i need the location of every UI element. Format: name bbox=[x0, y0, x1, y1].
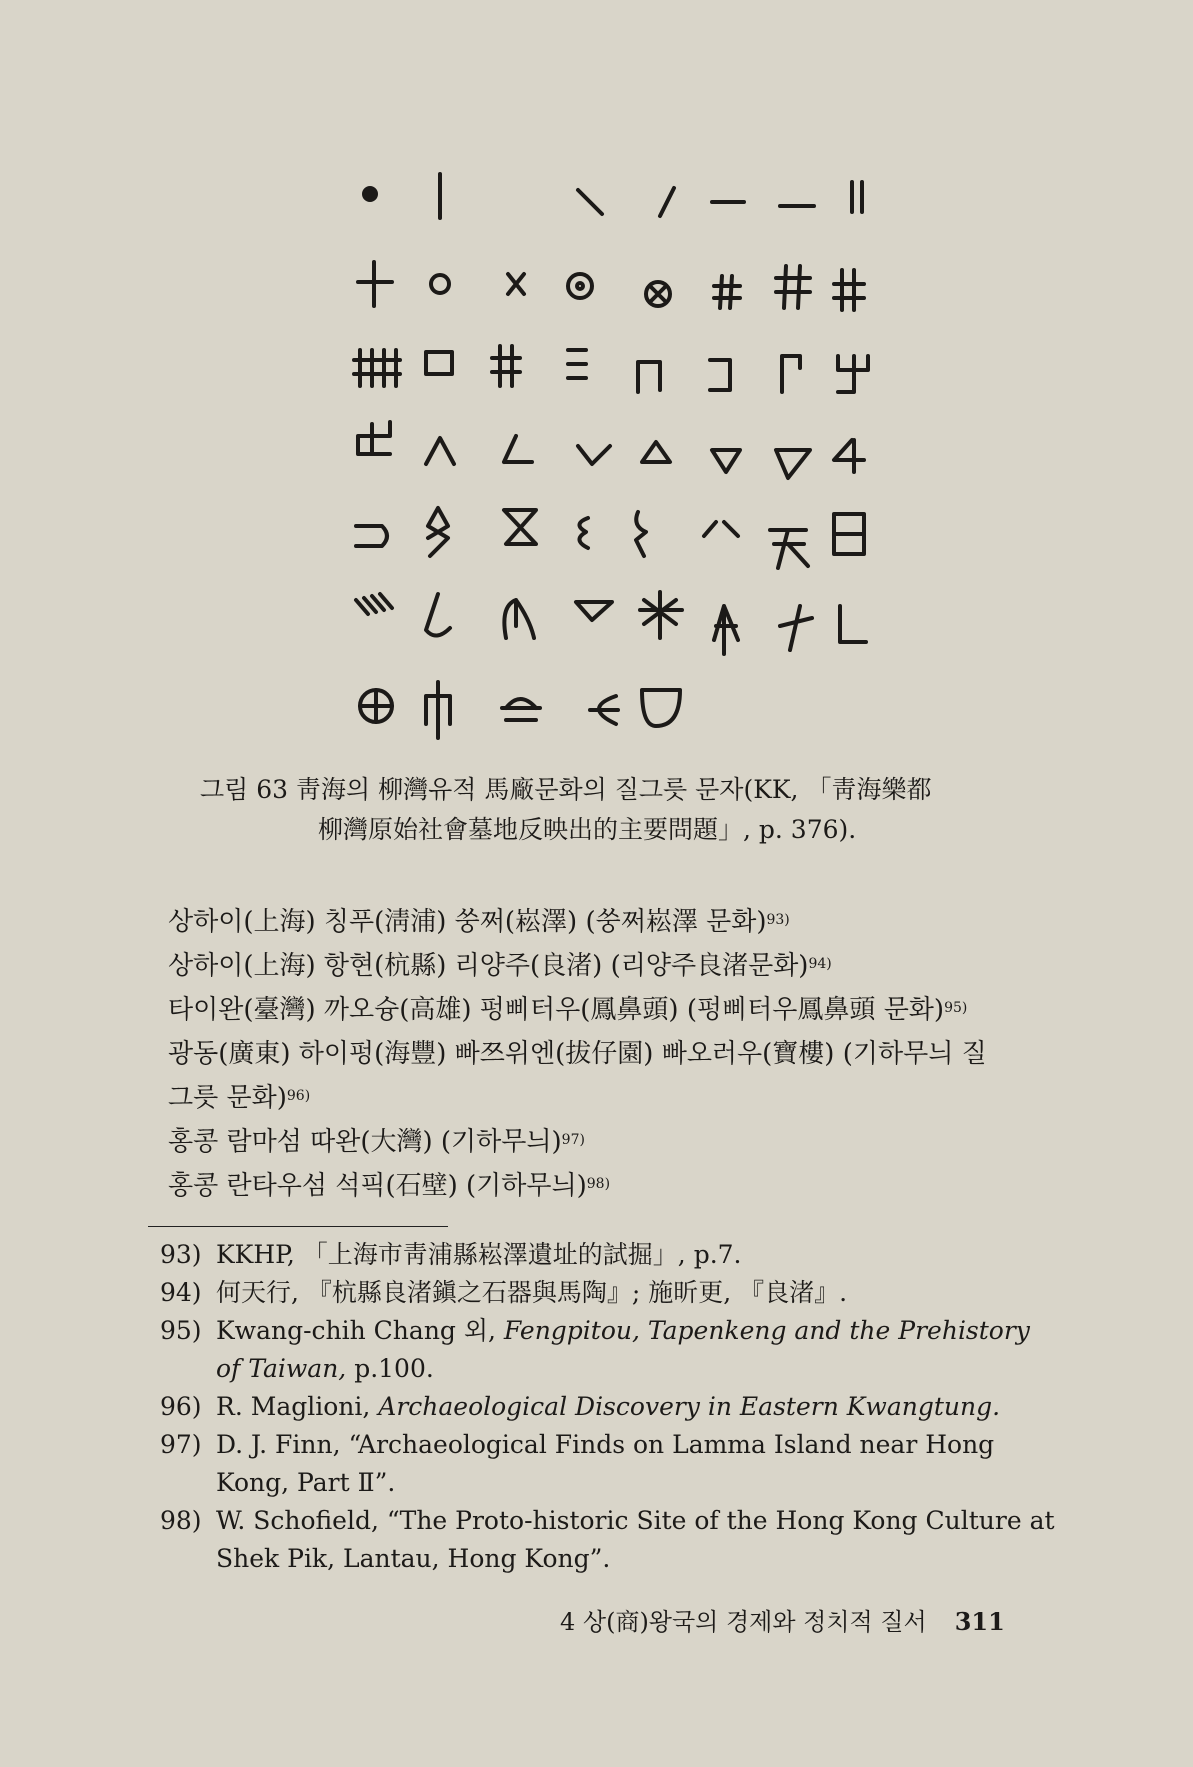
footnote-divider bbox=[148, 1226, 448, 1227]
site-text: 상하이(上海) 항현(杭縣) 리양주(良渚) (리양주良渚문화) bbox=[168, 951, 809, 981]
site-line bbox=[168, 944, 1068, 988]
site-line bbox=[168, 1120, 1068, 1164]
site-line bbox=[168, 988, 1068, 1032]
footnote-number: 97) bbox=[160, 1430, 202, 1459]
footnote-ref[interactable]: 93) bbox=[766, 912, 790, 928]
footnote-number: 95) bbox=[160, 1316, 202, 1345]
site-line bbox=[168, 1076, 1068, 1120]
site-text: 상하이(上海) 칭푸(淸浦) 쑹쩌(崧澤) (쑹쩌崧澤 문화) bbox=[168, 907, 767, 937]
footnote-text: 何天行, 『杭縣良渚鎭之石器與馬陶』; 施昕更, 『良渚』. bbox=[216, 1278, 848, 1307]
footnote-text: Kwang-chih Chang 외, Fengpitou, Tapenkeng and the Prehistory of Taiwan, p.100. bbox=[216, 1316, 1030, 1383]
footnote-ref[interactable]: 94) bbox=[808, 956, 832, 972]
footnote-item bbox=[160, 1502, 1060, 1578]
site-text: 홍콩 란타우섬 석픽(石壁) (기하무늬) bbox=[168, 1171, 587, 1201]
site-text: 그릇 문화) bbox=[168, 1083, 287, 1113]
caption-line-2: 柳灣原始社會墓地反映出的主要問題」, p. 376). bbox=[318, 815, 857, 844]
footnote-ref[interactable]: 98) bbox=[586, 1176, 611, 1192]
footnote-ref[interactable]: 96) bbox=[286, 1088, 311, 1104]
footnote-item bbox=[160, 1426, 1060, 1502]
footnote-item bbox=[160, 1388, 1060, 1426]
site-text: 광동(廣東) 하이펑(海豐) 빠쯔위엔(拔仔園) 빠오러우(寶樓) (기하무늬 질 bbox=[168, 1039, 987, 1069]
footnote-ref[interactable]: 95) bbox=[944, 1000, 968, 1016]
site-text: 홍콩 람마섬 따완(大灣) (기하무늬) bbox=[168, 1127, 562, 1157]
footnotes bbox=[160, 1236, 1060, 1578]
pottery-signs-drawing bbox=[320, 160, 880, 760]
running-footer bbox=[560, 1602, 1040, 1637]
site-line bbox=[168, 1032, 1068, 1076]
footnote-text: W. Schofield, “The Proto-historic Site of the Hong Kong Culture at Shek Pik, Lantau, Hong Kong”. bbox=[216, 1506, 1055, 1573]
footnote-text: KKHP, 「上海市靑浦縣崧澤遺址的試掘」, p.7. bbox=[216, 1240, 742, 1269]
page-number: 311 bbox=[954, 1607, 1005, 1636]
footnote-item bbox=[160, 1312, 1060, 1388]
site-list bbox=[168, 900, 1068, 1208]
footnote-ref[interactable]: 97) bbox=[561, 1132, 585, 1148]
footnote-number: 93) bbox=[160, 1240, 202, 1269]
footnote-item bbox=[160, 1274, 1060, 1312]
caption-line-1: 그림 63 靑海의 柳灣유적 馬廠문화의 질그릇 문자(KK, 「靑海樂都 bbox=[200, 775, 932, 804]
footnote-number: 96) bbox=[160, 1392, 202, 1421]
figure-caption bbox=[200, 770, 1020, 850]
footnote-number: 94) bbox=[160, 1278, 202, 1307]
footnote-text: D. J. Finn, “Archaeological Finds on Lamma Island near Hong Kong, Part Ⅱ”. bbox=[216, 1430, 995, 1497]
footnote-text: R. Maglioni, Archaeological Discovery in Eastern Kwangtung. bbox=[216, 1392, 1001, 1421]
chapter-title: 4 상(商)왕국의 경제와 정치적 질서 bbox=[560, 1608, 927, 1636]
footnote-number: 98) bbox=[160, 1506, 202, 1535]
site-line bbox=[168, 900, 1068, 944]
site-line bbox=[168, 1164, 1068, 1208]
footnote-item bbox=[160, 1236, 1060, 1274]
site-text: 타이완(臺灣) 까오슝(高雄) 펑삐터우(鳳鼻頭) (펑삐터우鳳鼻頭 문화) bbox=[168, 995, 945, 1025]
pottery-signs-figure bbox=[320, 160, 880, 760]
